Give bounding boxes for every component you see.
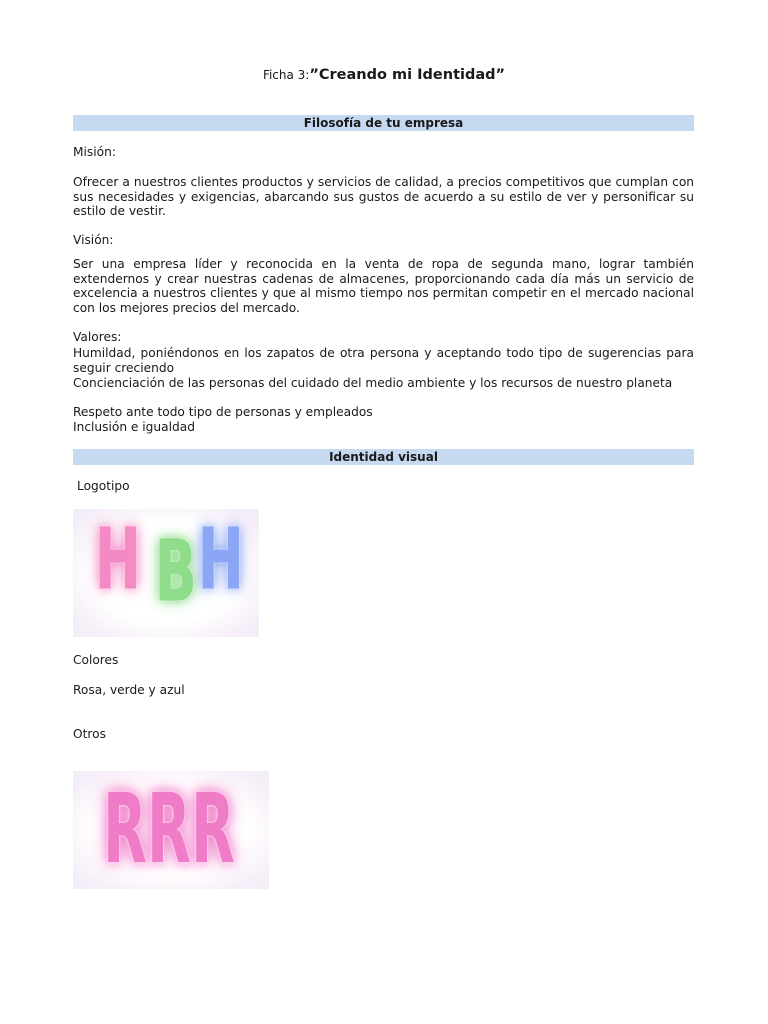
others-letter: R	[103, 773, 147, 885]
title-main: ”Creando mi Identidad”	[309, 67, 506, 83]
vision-text: Ser una empresa líder y reconocida en la venta de ropa de segunda mano, lograr también extendernos y crear nuestras cadenas de almacenes, proporcionando cada día más un servicio de excelencia a nuestros clientes y que al mismo tiempo nos permitan competir en el mercado nacional con los mejores precios del mercado.	[73, 257, 694, 316]
logo-letter: H	[95, 510, 141, 608]
logo-letter: B	[155, 522, 197, 620]
mision-label: Misión:	[73, 145, 116, 159]
page-title	[0, 67, 768, 83]
others-letter: R	[147, 773, 191, 885]
valores-item: Humildad, poniéndonos en los zapatos de otra persona y aceptando todo tipo de sugerencias para seguir creciendo	[73, 346, 694, 375]
vision-label: Visión:	[73, 233, 114, 247]
colors-text: Rosa, verde y azul	[73, 683, 185, 697]
valores-item: Respeto ante todo tipo de personas y empleados	[73, 405, 373, 419]
logo-image	[73, 509, 259, 637]
others-image	[73, 771, 269, 889]
section-header-visual: Identidad visual	[73, 449, 694, 465]
valores-item: Inclusión e igualdad	[73, 420, 195, 434]
valores-label: Valores:	[73, 330, 122, 344]
title-prefix: Ficha 3:	[262, 68, 310, 82]
section-header-philosophy: Filosofía de tu empresa	[73, 115, 694, 131]
others-label: Otros	[73, 727, 106, 741]
logo-label: Logotipo	[77, 479, 130, 493]
mision-text: Ofrecer a nuestros clientes productos y servicios de calidad, a precios competitivos que cumplan con sus necesidades y exigencias, abarcando sus gustos de acuerdo a su estilo de ver y personificar su estilo de vestir.	[73, 175, 694, 219]
colors-label: Colores	[73, 653, 119, 667]
others-letter: R	[191, 773, 235, 885]
logo-letter: H	[198, 510, 244, 608]
valores-item: Concienciación de las personas del cuidado del medio ambiente y los recursos de nuestro planeta	[73, 376, 673, 390]
